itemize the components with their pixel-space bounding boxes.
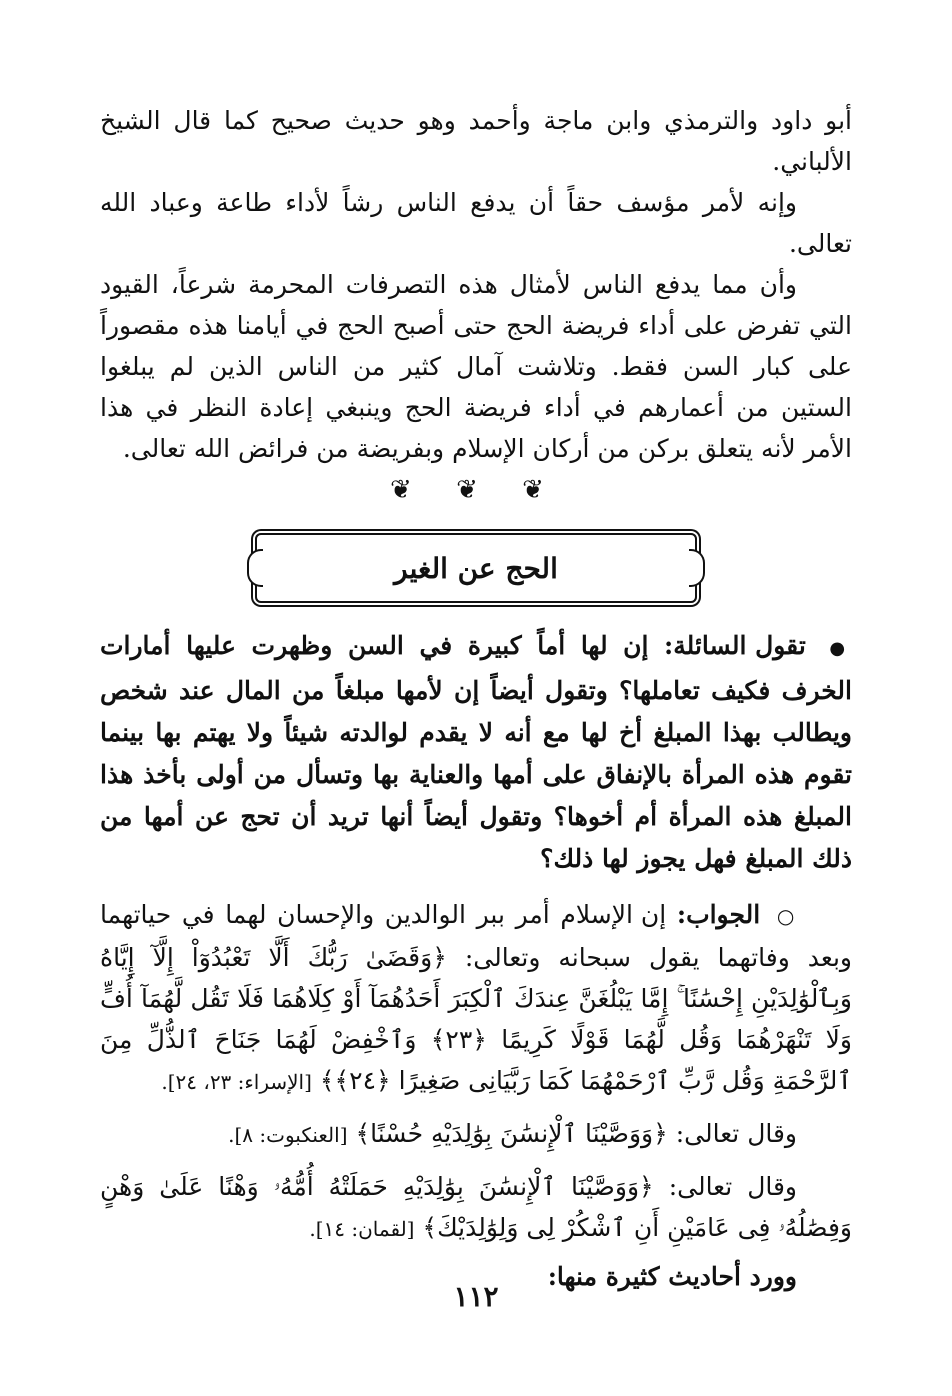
circle-marker-icon: ○	[776, 904, 798, 928]
ornament-divider: ❦ ❦ ❦	[390, 475, 562, 505]
quran-verse-isra: ﴿وَقَضَىٰ رَبُّكَ أَلَّا تَعْبُدُوٓاْ إِلَّآ إِيَّاهُ وَبِٱلْوَٰلِدَيْنِ إِحْسَٰنًا ۚ إِمَّا يَبْلُغَنَّ عِندَكَ ٱلْكِبَرَ أَحَدُهُمَآ أَوْ كِلَاهُمَا فَلَا تَقُل لَّهُمَآ أُفٍّ وَلَا تَنْهَرْهُمَا وَقُل لَّهُمَا قَوْلًا كَرِيمًا ﴿٢٣﴾ وَٱخْفِضْ لَهُمَا جَنَاحَ ٱلذُّلِّ مِنَ ٱلرَّحْمَةِ وَقُل رَّبِّ ٱرْحَمْهُمَا كَمَا رَبَّيَانِى صَغِيرًا ﴿٢٤﴾﴾	[100, 943, 852, 1095]
section-title-frame	[255, 533, 697, 603]
answer-paragraph	[100, 894, 852, 1103]
paragraph-restrictions: وأن مما يدفع الناس لأمثال هذه التصرفات المحرمة شرعاً، القيود التي تفرض على أداء فريضة الحج حتى أصبح الحج في أيامنا هذه مقصوراً على كبار السن فقط. وتلاشت آمال كثير من الناس الذين لم يبلغوا الستين من أعمارهم في أداء فريضة الحج وينبغي إعادة النظر في هذا الأمر لأنه يتعلق بركن من أركان الإسلام وبفريضة من فرائض الله تعالى.	[100, 270, 852, 463]
page-number: ١١٢	[453, 1280, 499, 1313]
closing-line: وورد أحاديث كثيرة منها:	[547, 1262, 797, 1291]
question-paragraph	[100, 625, 852, 880]
verse-ankabut-paragraph	[100, 1113, 852, 1156]
verse-ankabut-intro: وقال تعالى:	[675, 1119, 797, 1148]
question-text: تقول السائلة: إن لها أماً كبيرة في السن وظهرت عليها أمارات الخرف فكيف تعاملها؟ وتقول أيضاً إن لأمها مبلغاً من المال عند شخص ويطالب بهذا المبلغ أخ لها مع أنه لا يقدم لوالدته شيئاً ولا يهتم بها بينما تقوم هذه المرأة بالإنفاق على أمها والعناية بها وتسأل من أولى بأخذ هذا المبلغ هذه المرأة أم أخوها؟ وتقول أيضاً أنها تريد أن تحج عن أمها من ذلك المبلغ فهل يجوز لها ذلك؟	[100, 631, 852, 873]
paragraph-bribe: وإنه لأمر مؤسف حقاً أن يدفع الناس رشاً لأداء طاعة وعباد الله تعالى.	[100, 188, 852, 258]
verse-luqman-paragraph	[100, 1166, 852, 1250]
verse-reference-ankabut: [العنكبوت: ٨].	[228, 1123, 348, 1147]
verse-luqman-intro: وقال تعالى:	[668, 1172, 797, 1201]
verse-reference-luqman: [لقمان: ١٤].	[309, 1217, 415, 1241]
answer-label: الجواب:	[676, 900, 761, 929]
section-title: الحج عن الغير	[394, 551, 558, 585]
quran-verse-luqman: ﴿وَوَصَّيْنَا ٱلْإِنسَٰنَ بِوَٰلِدَيْهِ حَمَلَتْهُ أُمُّهُۥ وَهْنًا عَلَىٰ وَهْنٍ وَفِصَٰلُهُۥ فِى عَامَيْنِ أَنِ ٱشْكُرْ لِى وَلِوَٰلِدَيْكَ﴾	[100, 1172, 852, 1242]
paragraph-continuation: أبو داود والترمذي وابن ماجة وأحمد وهو حديث صحيح كما قال الشيخ الألباني.	[100, 106, 852, 176]
verse-reference-isra: [الإسراء: ٢٣، ٢٤].	[161, 1070, 312, 1094]
bullet-icon: ●	[829, 638, 852, 659]
page-body	[100, 100, 852, 1297]
quran-verse-ankabut: ﴿وَوَصَّيْنَا ٱلْإِنسَٰنَ بِوَٰلِدَيْهِ حُسْنًا﴾	[355, 1119, 668, 1148]
answer-intro: إن الإسلام أمر ببر الوالدين والإحسان لهما في حياتهما وبعد وفاتهما يقول سبحانه وتعالى:	[100, 900, 852, 972]
